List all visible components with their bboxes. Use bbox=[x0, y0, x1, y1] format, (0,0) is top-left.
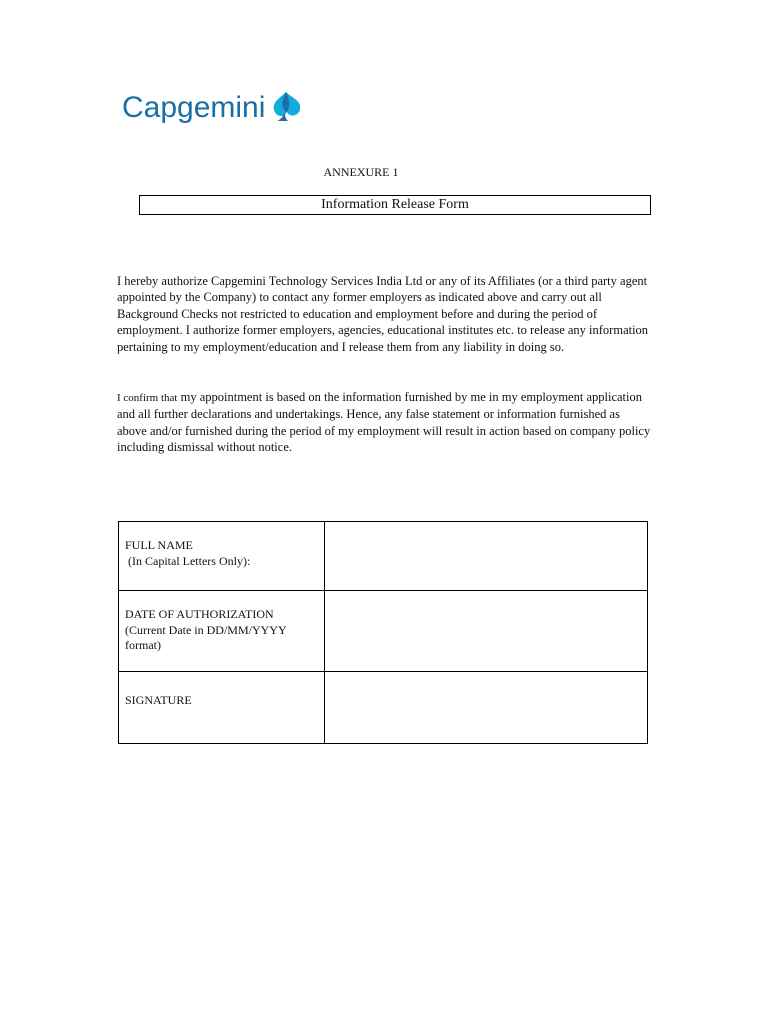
date-label-cell bbox=[119, 591, 325, 672]
full-name-hint: (In Capital Letters Only): bbox=[125, 553, 251, 568]
signature-label: SIGNATURE bbox=[125, 693, 192, 707]
date-format-hint: (Current Date in DD/MM/YYYY format) bbox=[125, 622, 287, 652]
table-row bbox=[119, 522, 648, 591]
full-name-label-cell bbox=[119, 522, 325, 591]
date-of-authorization-field[interactable] bbox=[324, 591, 647, 672]
authorization-table bbox=[118, 521, 648, 744]
table-row bbox=[119, 591, 648, 672]
form-title: Information Release Form bbox=[139, 195, 651, 215]
confirmation-body-text: my appointment is based on the information furnished by me in my employment application and all further declarations and undertakings. Hence, any false statement or information furnished as above and/or furnished during the period of my employment will result in action based on company policy including dismissal without notice. bbox=[117, 390, 651, 455]
table-row bbox=[119, 672, 648, 744]
signature-field[interactable] bbox=[324, 672, 647, 744]
spade-logo-icon bbox=[274, 92, 300, 121]
signature-label-cell bbox=[119, 672, 325, 744]
confirmation-paragraph bbox=[117, 389, 652, 456]
authorization-paragraph: I hereby authorize Capgemini Technology Services India Ltd or any of its Affiliates (or a third party agent appointed by the Company) to contact any former employers as indicated above and carry out all Background Checks not restricted to education and employment before and during the period of employment. I authorize former employers, agencies, educational institutes etc. to release any information pertaining to my employment/education and I release them from any liability in doing so. bbox=[117, 274, 649, 354]
capgemini-logo bbox=[120, 86, 300, 134]
full-name-label: FULL NAME bbox=[125, 538, 193, 552]
logo-wordmark: Capgemini bbox=[122, 91, 266, 124]
annexure-heading: ANNEXURE 1 bbox=[323, 165, 399, 179]
confirmation-lead-text: I confirm that bbox=[117, 392, 178, 404]
date-of-authorization-label: DATE OF AUTHORIZATION bbox=[125, 607, 274, 621]
full-name-field[interactable] bbox=[324, 522, 647, 591]
